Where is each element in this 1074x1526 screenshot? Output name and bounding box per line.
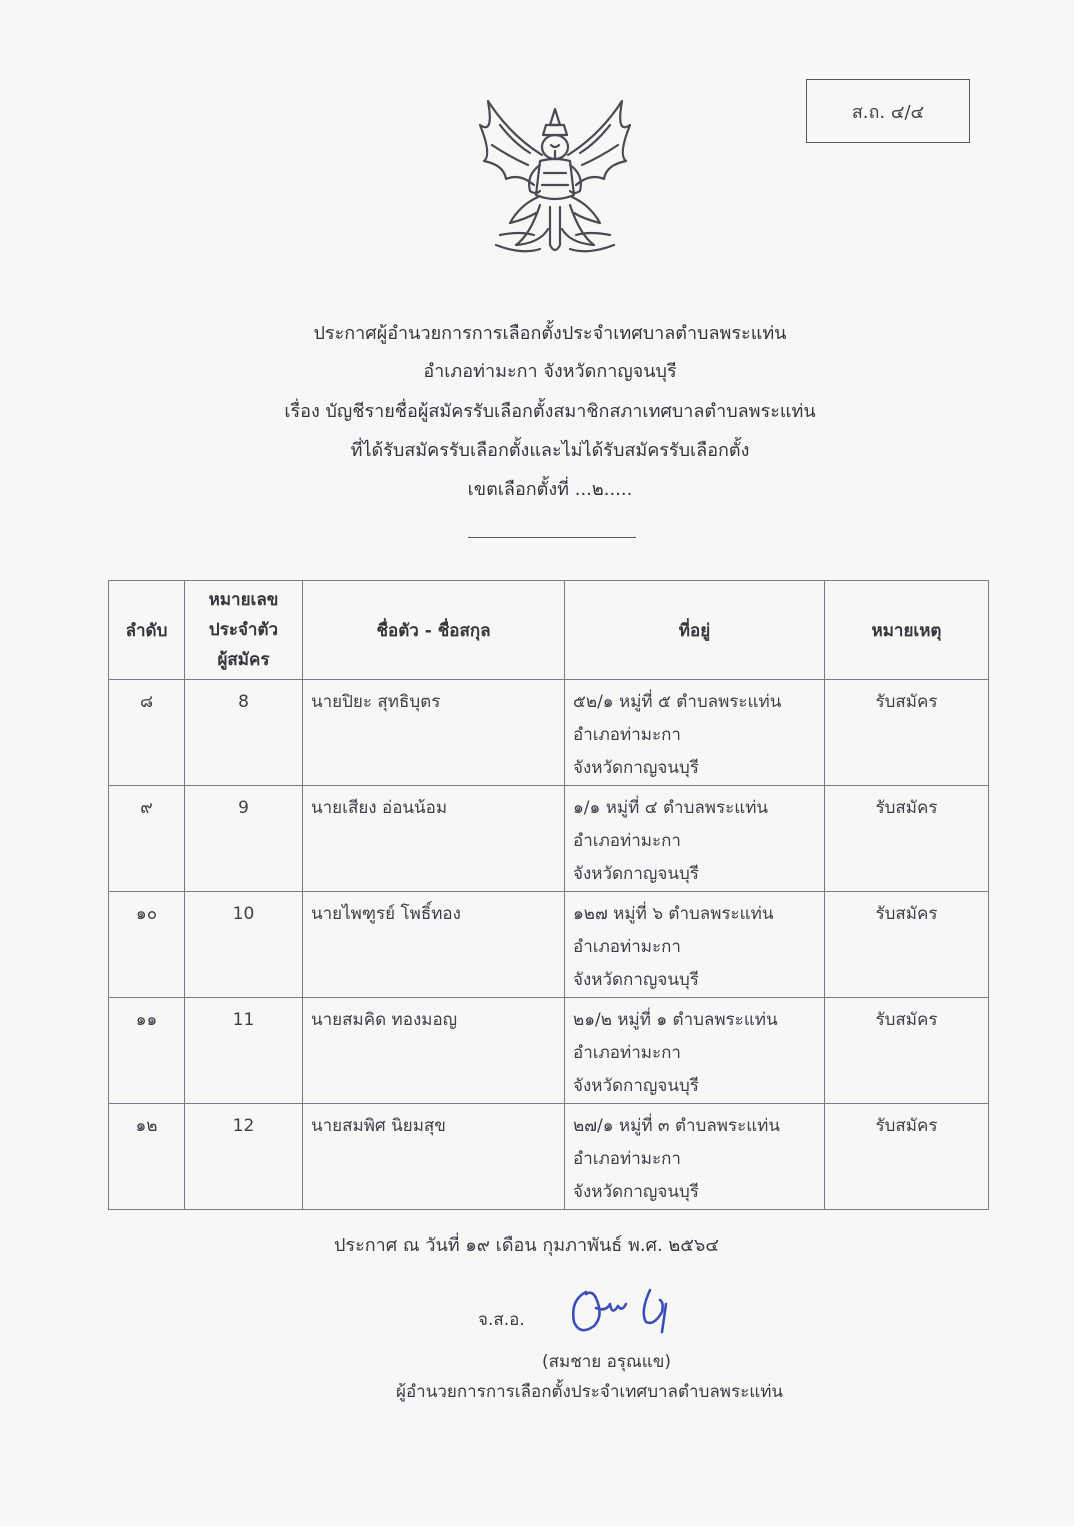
signature-icon <box>566 1282 686 1342</box>
table-row <box>109 786 989 892</box>
address-line: ๒๑/๒ หมู่ที่ ๑ ตำบลพระแท่น <box>573 1010 778 1030</box>
election-district: เขตเลือกตั้งที่ ...๒..... <box>467 479 633 500</box>
header-remark: หมายเหตุ <box>825 581 989 680</box>
address-line: จังหวัดกาญจนบุรี <box>573 758 699 778</box>
header-name: ชื่อตัว - ชื่อสกุล <box>303 581 565 680</box>
row-address <box>565 786 825 892</box>
form-code-box <box>806 79 970 143</box>
address-line: อำเภอท่ามะกา <box>573 1149 681 1169</box>
address-line: จังหวัดกาญจนบุรี <box>573 970 699 990</box>
address-line: ๑๒๗ หมู่ที่ ๖ ตำบลพระแท่น <box>573 904 774 924</box>
row-number: 11 <box>185 998 303 1104</box>
announcement-date: ประกาศ ณ วันที่ ๑๙ เดือน กุมภาพันธ์ พ.ศ. ๒๕๖๔ <box>334 1235 719 1256</box>
address-line: จังหวัดกาญจนบุรี <box>573 1182 699 1202</box>
row-name: นายไพฑูรย์ โพธิ์ทอง <box>303 892 565 998</box>
candidate-table <box>108 580 989 1210</box>
table-row <box>109 892 989 998</box>
form-code: ส.ถ. ๔/๔ <box>851 101 925 123</box>
row-name: นายเสียง อ่อนน้อม <box>303 786 565 892</box>
row-order: ๑๒ <box>109 1104 185 1210</box>
row-order: ๘ <box>109 680 185 786</box>
row-address <box>565 998 825 1104</box>
row-address <box>565 1104 825 1210</box>
address-line: อำเภอท่ามะกา <box>573 937 681 957</box>
row-number: 8 <box>185 680 303 786</box>
row-address <box>565 892 825 998</box>
table-header-row <box>109 581 989 680</box>
address-line: อำเภอท่ามะกา <box>573 725 681 745</box>
row-name: นายสมคิด ทองมอญ <box>303 998 565 1104</box>
header-number-line3: ผู้สมัคร <box>217 650 270 670</box>
address-line: จังหวัดกาญจนบุรี <box>573 1076 699 1096</box>
heading-divider <box>468 537 636 538</box>
row-order: ๙ <box>109 786 185 892</box>
garuda-emblem-icon <box>470 95 640 265</box>
signer-name: (สมชาย อรุณแข) <box>542 1352 671 1372</box>
address-line: อำเภอท่ามะกา <box>573 831 681 851</box>
announcement-subject: เรื่อง บัญชีรายชื่อผู้สมัครรับเลือกตั้งสมาชิกสภาเทศบาลตำบลพระแท่น <box>284 401 816 422</box>
header-address: ที่อยู่ <box>565 581 825 680</box>
address-line: ๕๒/๑ หมู่ที่ ๕ ตำบลพระแท่น <box>573 692 782 712</box>
row-remark: รับสมัคร <box>825 680 989 786</box>
row-name: นายสมพิศ นิยมสุข <box>303 1104 565 1210</box>
table-row <box>109 1104 989 1210</box>
header-number-line1: หมายเลข <box>208 590 279 610</box>
signer-rank: จ.ส.อ. <box>478 1310 525 1330</box>
row-number: 12 <box>185 1104 303 1210</box>
header-candidate-number <box>185 581 303 680</box>
header-number-line2: ประจำตัว <box>208 620 279 640</box>
row-address <box>565 680 825 786</box>
row-remark: รับสมัคร <box>825 1104 989 1210</box>
announcement-subject-continued: ที่ได้รับสมัครรับเลือกตั้งและไม่ได้รับสมัครรับเลือกตั้ง <box>350 440 750 461</box>
row-name: นายปิยะ สุทธิบุตร <box>303 680 565 786</box>
table-row <box>109 680 989 786</box>
address-line: ๒๗/๑ หมู่ที่ ๓ ตำบลพระแท่น <box>573 1116 781 1136</box>
announcement-title: ประกาศผู้อำนวยการการเลือกตั้งประจำเทศบาลตำบลพระแท่น <box>313 323 787 344</box>
row-remark: รับสมัคร <box>825 892 989 998</box>
address-line: จังหวัดกาญจนบุรี <box>573 864 699 884</box>
address-line: อำเภอท่ามะกา <box>573 1043 681 1063</box>
announcement-location: อำเภอท่ามะกา จังหวัดกาญจนบุรี <box>423 361 677 382</box>
header-order: ลำดับ <box>109 581 185 680</box>
row-order: ๑๑ <box>109 998 185 1104</box>
address-line: ๑/๑ หมู่ที่ ๔ ตำบลพระแท่น <box>573 798 769 818</box>
table-row <box>109 998 989 1104</box>
row-remark: รับสมัคร <box>825 786 989 892</box>
row-order: ๑๐ <box>109 892 185 998</box>
row-remark: รับสมัคร <box>825 998 989 1104</box>
row-number: 10 <box>185 892 303 998</box>
row-number: 9 <box>185 786 303 892</box>
signer-title: ผู้อำนวยการการเลือกตั้งประจำเทศบาลตำบลพระแท่น <box>396 1382 784 1402</box>
